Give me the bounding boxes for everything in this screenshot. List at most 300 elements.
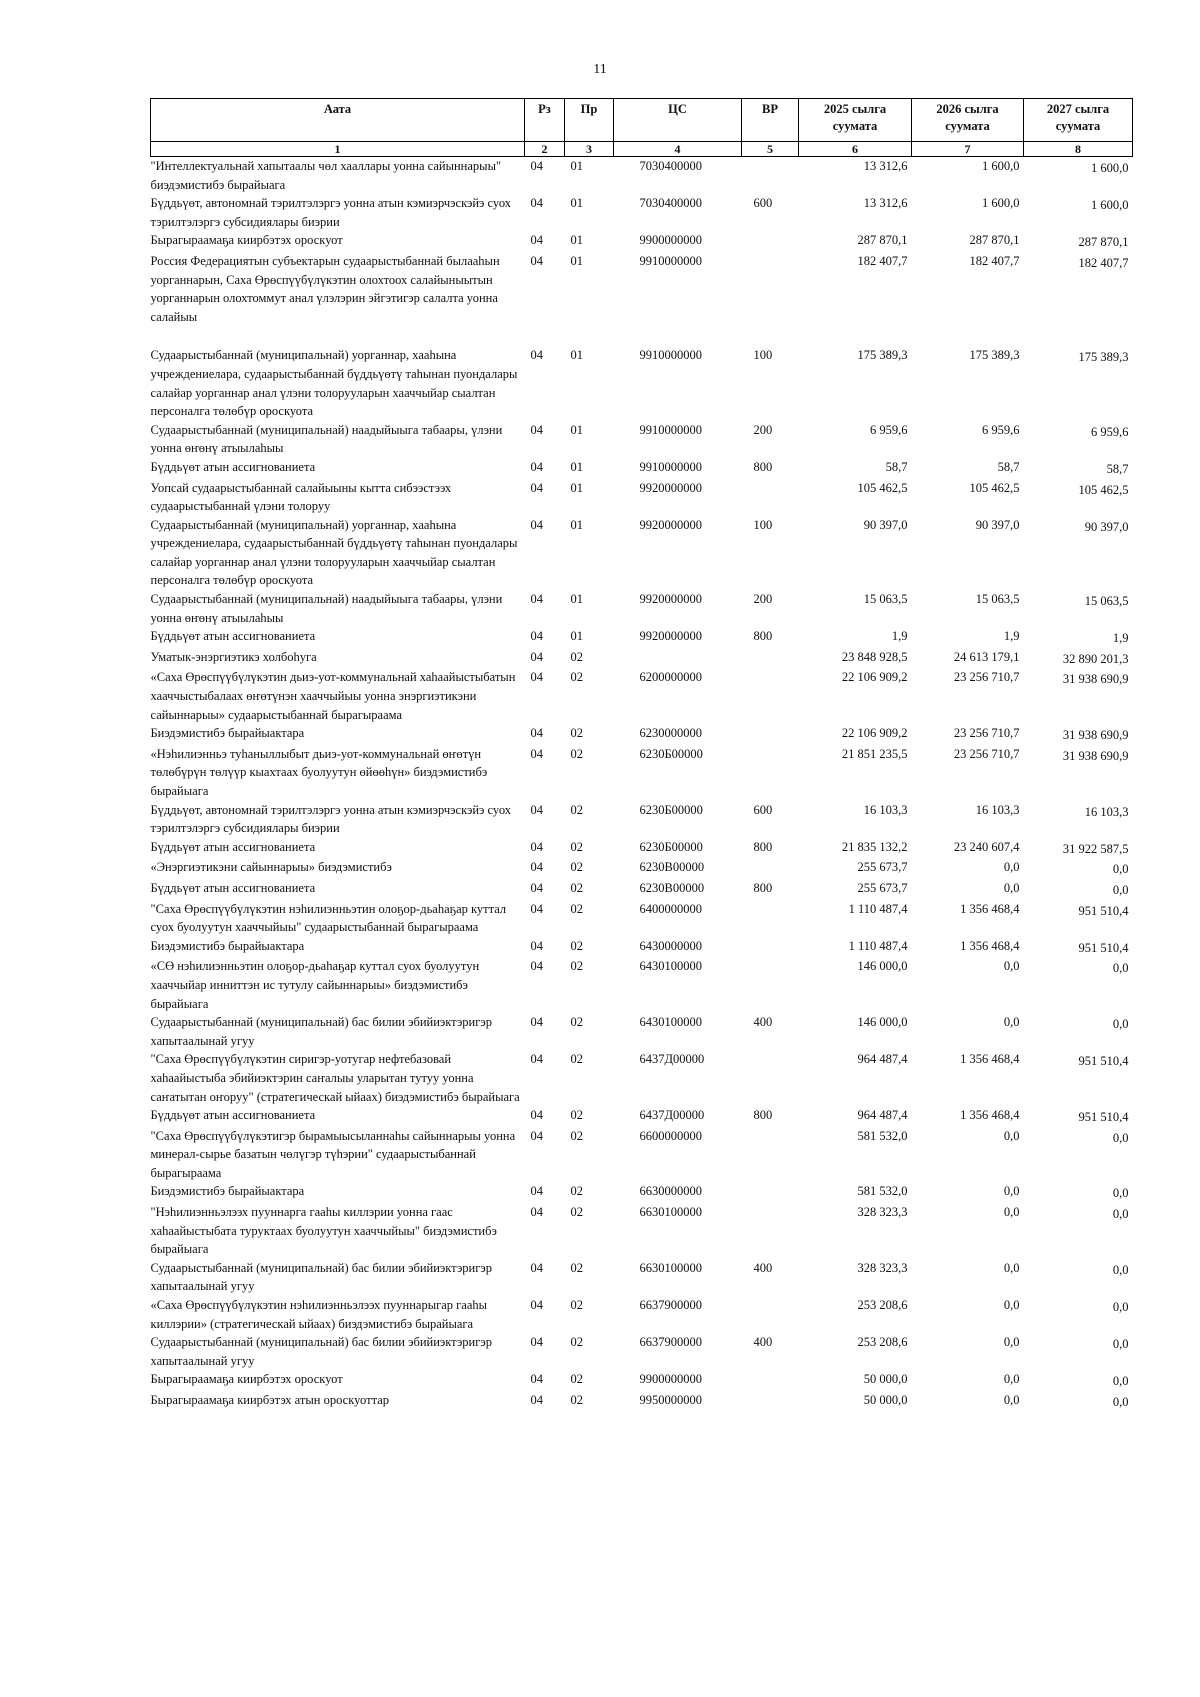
row-rz: 04 — [530, 726, 543, 741]
row-amount-2027: 951 510,4 — [1078, 1054, 1129, 1069]
row-name: Россия Федерациятын субъектарын судаарыстыбаннай былааһын уорганнарын, Саха Өрөспүүбүлүкэтин олохтоох салайыныытын уорганнарын олохтоммут анал үлэлэрин эйгэтигэр салалта уонна салайыы — [150, 253, 500, 324]
row-pr: 02 — [570, 1393, 583, 1407]
row-name: Бырагыраамаҕа киирбэтэх атын ороскуоттар — [150, 1393, 389, 1407]
table-row — [151, 194, 1133, 231]
table-row — [151, 801, 1133, 838]
table-row — [151, 1127, 1133, 1183]
row-amount-2026: 0,0 — [1003, 959, 1020, 974]
row-amount-2026: 23 256 710,7 — [953, 670, 1020, 685]
row-vr — [742, 231, 799, 252]
row-pr: 02 — [570, 1260, 583, 1275]
row-name: Бырагыраамаҕа киирбэтэх ороскуот — [150, 233, 343, 248]
row-cs: 9910000000 — [639, 348, 702, 363]
table-row — [151, 900, 1133, 937]
row-pr: 01 — [570, 459, 583, 474]
row-cs: 6437Д00000 — [639, 1052, 705, 1067]
row-amount-2026: 23 256 710,7 — [953, 746, 1020, 761]
row-amount-2027: 0,0 — [1112, 1262, 1129, 1277]
row-amount-2025: 287 870,1 — [857, 233, 908, 248]
row-pr: 02 — [570, 1184, 583, 1199]
row-amount-2027: 0,0 — [1112, 1207, 1129, 1222]
row-amount-2026: 24 613 179,1 — [953, 649, 1020, 664]
row-cs: 9900000000 — [639, 1372, 702, 1387]
row-vr — [742, 1203, 799, 1259]
row-name: Биэдэмистибэ бырайыактара — [150, 1184, 305, 1199]
table-row — [151, 421, 1133, 458]
row-amount-2027: 287 870,1 — [1078, 235, 1129, 250]
row-amount-2026: 1 356 468,4 — [960, 901, 1020, 916]
row-amount-2026: 6 959,6 — [982, 422, 1020, 437]
row-name: «Энэргиэтикэни сайыннарыы» биэдэмистибэ — [150, 860, 392, 875]
row-amount-2025: 581 532,0 — [857, 1128, 908, 1143]
row-amount-2027: 105 462,5 — [1078, 482, 1129, 497]
row-cs: 6637900000 — [639, 1335, 702, 1350]
row-amount-2025: 22 106 909,2 — [841, 670, 908, 685]
row-amount-2025: 13 312,6 — [863, 159, 908, 173]
row-pr: 02 — [570, 880, 583, 895]
row-amount-2025: 328 323,3 — [857, 1205, 908, 1220]
row-name: Бырагыраамаҕа киирбэтэх ороскуот — [150, 1372, 343, 1387]
row-vr: 800 — [753, 839, 773, 854]
row-name: Бүддьүөт атын ассигнованиета — [150, 629, 316, 644]
row-pr: 02 — [570, 1015, 583, 1030]
header-row — [151, 99, 1133, 142]
row-rz: 04 — [530, 1372, 543, 1387]
row-cs: 6400000000 — [639, 901, 702, 916]
table-row — [151, 1203, 1133, 1259]
row-pr: 01 — [570, 348, 583, 363]
row-vr — [742, 957, 799, 1013]
row-name: «Саха Өрөспүүбүлүкэтин дьиэ-уот-коммунальнай хаһаайыстыбатын хааччыстыбалаах өҥөтүнэн хааччыйыы уонна энэргиэтикэни сайыннарыы» судаарыстыбаннай бырагыраама — [150, 670, 516, 722]
table-row — [151, 590, 1133, 627]
row-amount-2025: 22 106 909,2 — [841, 726, 908, 741]
row-amount-2027: 6 959,6 — [1091, 424, 1129, 439]
row-cs: 6230Б00000 — [639, 802, 703, 817]
table-row — [151, 1182, 1133, 1203]
row-cs: 9910000000 — [639, 253, 702, 268]
row-amount-2025: 1,9 — [891, 629, 908, 644]
row-pr: 02 — [570, 1128, 583, 1143]
row-amount-2026: 0,0 — [1003, 1128, 1020, 1143]
row-amount-2026: 0,0 — [1003, 1184, 1020, 1199]
row-amount-2025: 23 848 928,5 — [841, 649, 908, 664]
row-amount-2027: 0,0 — [1112, 1017, 1129, 1032]
row-vr — [742, 1296, 799, 1333]
row-name: "Интеллектуальнай хапытаалы чөл хааллары уонна сайыннарыы" биэдэмистибэ бырайыага — [150, 159, 502, 192]
row-amount-2026: 1,9 — [1003, 629, 1020, 644]
row-amount-2025: 175 389,3 — [857, 348, 908, 363]
page-number: 11 — [593, 62, 607, 77]
row-amount-2026: 1 600,0 — [982, 159, 1020, 173]
table-row — [151, 458, 1133, 479]
row-amount-2027: 31 938 690,9 — [1062, 748, 1129, 763]
row-rz: 04 — [530, 802, 543, 817]
row-rz: 04 — [530, 253, 543, 268]
row-vr: 400 — [753, 1015, 773, 1030]
table-row — [151, 724, 1133, 745]
row-amount-2025: 253 208,6 — [857, 1335, 908, 1350]
table-row — [151, 1391, 1133, 1412]
row-pr: 02 — [570, 670, 583, 685]
header-cs: ЦС — [614, 99, 742, 142]
row-amount-2025: 16 103,3 — [863, 802, 908, 817]
row-name: Судаарыстыбаннай (муниципальнай) наадыйыыга табаары, үлэни уонна өҥөнү атыылаһыы — [150, 422, 503, 456]
row-cs: 9920000000 — [639, 517, 702, 532]
row-amount-2025: 964 487,4 — [857, 1052, 908, 1067]
table-row — [151, 516, 1133, 590]
row-vr — [742, 745, 799, 801]
row-amount-2027: 0,0 — [1112, 1130, 1129, 1145]
row-cs: 9910000000 — [639, 459, 702, 474]
row-amount-2025: 255 673,7 — [857, 880, 908, 895]
row-rz: 04 — [530, 592, 543, 607]
row-amount-2025: 182 407,7 — [857, 253, 908, 268]
header-2026: 2026 сылга суумата — [912, 99, 1024, 142]
row-amount-2027: 0,0 — [1112, 1300, 1129, 1315]
row-cs: 7030400000 — [639, 196, 702, 211]
row-rz: 04 — [530, 1108, 543, 1123]
row-pr: 01 — [570, 480, 583, 495]
row-vr: 800 — [753, 1108, 773, 1123]
row-cs: 6630000000 — [639, 1184, 702, 1199]
row-rz: 04 — [530, 670, 543, 685]
row-pr: 02 — [570, 1335, 583, 1350]
row-name: «Нэһилиэнньэ туһаныллыбыт дьиэ-уот-коммунальнай өҥөтүн төлөбүрүн төлүүр кыахтаах буолуутун өйөөһүн» биэдэмистибэ бырайыага — [150, 746, 488, 798]
header-2025: 2025 сылга суумата — [799, 99, 912, 142]
row-amount-2027: 0,0 — [1112, 1186, 1129, 1201]
row-cs: 9920000000 — [639, 629, 702, 644]
row-rz: 04 — [530, 1015, 543, 1030]
row-pr: 02 — [570, 649, 583, 664]
row-rz: 04 — [530, 1128, 543, 1143]
row-name: "Нэһилиэнньэлээх пууннарга гааһы киллэрии уонна гаас хаһаайыстыбата туруктаах буолуутун хааччыйыы" биэдэмистибэ бырайыага — [150, 1205, 497, 1257]
row-cs: 6230000000 — [639, 726, 702, 741]
row-vr — [742, 724, 799, 745]
table-row — [151, 745, 1133, 801]
row-amount-2025: 58,7 — [885, 459, 908, 474]
row-pr: 01 — [570, 196, 583, 211]
column-number: 3 — [565, 142, 614, 157]
row-amount-2026: 58,7 — [997, 459, 1020, 474]
row-amount-2027: 182 407,7 — [1078, 255, 1129, 270]
row-name: Судаарыстыбаннай (муниципальнай) бас билии эбийиэктэригэр хапытаалынай угуу — [150, 1260, 492, 1294]
table-row — [151, 648, 1133, 669]
row-cs: 6430100000 — [639, 1015, 702, 1030]
row-cs: 6230Б00000 — [639, 746, 703, 761]
row-rz: 04 — [530, 196, 543, 211]
row-amount-2027: 1 600,0 — [1091, 198, 1129, 213]
row-amount-2025: 13 312,6 — [863, 196, 908, 211]
row-amount-2027: 0,0 — [1112, 961, 1129, 976]
row-amount-2026: 0,0 — [1003, 1260, 1020, 1275]
table-row — [151, 1013, 1133, 1050]
row-amount-2025: 6 959,6 — [870, 422, 908, 437]
row-vr — [742, 252, 799, 326]
row-cs: 6630100000 — [639, 1260, 702, 1275]
row-name: Уопсай судаарыстыбаннай салайыыны кытта сибээстээх судаарыстыбаннай үлэни толоруу — [150, 480, 452, 514]
row-pr: 01 — [570, 422, 583, 437]
table-row — [151, 157, 1133, 195]
row-pr: 02 — [570, 1205, 583, 1220]
row-amount-2027: 0,0 — [1112, 1337, 1129, 1352]
row-amount-2026: 0,0 — [1003, 1298, 1020, 1313]
row-rz: 04 — [530, 159, 543, 173]
header-rz: Рз — [525, 99, 565, 142]
row-vr — [742, 1127, 799, 1183]
row-amount-2026: 0,0 — [1003, 860, 1020, 875]
row-amount-2026: 16 103,3 — [975, 802, 1020, 817]
row-pr: 02 — [570, 1052, 583, 1067]
row-amount-2025: 1 110 487,4 — [848, 938, 908, 953]
row-amount-2027: 951 510,4 — [1078, 1110, 1129, 1125]
row-amount-2027: 58,7 — [1106, 461, 1129, 476]
row-amount-2027: 15 063,5 — [1084, 594, 1129, 609]
row-amount-2025: 90 397,0 — [863, 517, 908, 532]
row-amount-2025: 253 208,6 — [857, 1298, 908, 1313]
row-name: Судаарыстыбаннай (муниципальнай) наадыйыыга табаары, үлэни уонна өҥөнү атыылаһыы — [150, 592, 503, 625]
column-number: 2 — [525, 142, 565, 157]
row-name: "Саха Өрөспүүбүлүкэтин сиригэр-уотугар нефтебазовай хаһаайыстыба эбийиэктэрин саҥалыы уларытан тутуу уонна саҥатытан оҥоруу" (стратегическай ыйаах) биэдэмистибэ бырайыага — [150, 1052, 520, 1104]
row-name: «Саха Өрөспүүбүлүкэтин нэһилиэнньэлээх пууннарыгар гааһы киллэрии» (стратегическай ыйаах) биэдэмистибэ бырайыага — [150, 1298, 488, 1331]
row-amount-2025: 15 063,5 — [863, 592, 908, 607]
row-rz: 04 — [530, 880, 543, 895]
table-row — [151, 252, 1133, 326]
row-cs — [614, 648, 742, 669]
row-pr: 01 — [570, 592, 583, 607]
row-amount-2026: 175 389,3 — [969, 348, 1020, 363]
column-number: 7 — [912, 142, 1024, 157]
row-vr — [742, 937, 799, 958]
row-pr: 02 — [570, 1108, 583, 1123]
row-cs: 9950000000 — [639, 1393, 702, 1407]
row-pr: 02 — [570, 901, 583, 916]
row-cs: 6437Д00000 — [639, 1108, 705, 1123]
row-amount-2026: 23 240 607,4 — [953, 839, 1020, 854]
row-amount-2027: 0,0 — [1112, 1374, 1129, 1389]
row-rz: 04 — [530, 1205, 543, 1220]
row-pr: 01 — [570, 233, 583, 248]
table-row — [151, 1050, 1133, 1106]
row-amount-2025: 1 110 487,4 — [848, 901, 908, 916]
table-row — [151, 668, 1133, 724]
row-amount-2027: 1 600,0 — [1091, 161, 1129, 175]
row-rz: 04 — [530, 1393, 543, 1407]
row-vr — [742, 157, 799, 195]
row-pr: 02 — [570, 1372, 583, 1387]
row-amount-2025: 50 000,0 — [863, 1393, 908, 1407]
column-number-row — [151, 142, 1133, 157]
row-rz: 04 — [530, 1052, 543, 1067]
row-amount-2026: 0,0 — [1003, 1015, 1020, 1030]
row-vr — [742, 1182, 799, 1203]
row-vr: 600 — [753, 802, 773, 817]
row-vr: 200 — [753, 592, 773, 607]
row-pr: 02 — [570, 746, 583, 761]
row-name: Бүддьүөт, автономнай тэрилтэлэргэ уонна атын кэмиэрчэскэйэ суох тэрилтэлэргэ субсидиялары биэрии — [150, 802, 512, 836]
row-amount-2027: 0,0 — [1112, 882, 1129, 897]
table-row — [151, 1370, 1133, 1391]
table-row — [151, 1333, 1133, 1370]
table-body — [151, 157, 1133, 1412]
column-number: 8 — [1024, 142, 1133, 157]
row-amount-2026: 287 870,1 — [969, 233, 1020, 248]
row-amount-2027: 1,9 — [1112, 631, 1129, 646]
row-amount-2026: 1 356 468,4 — [960, 1052, 1020, 1067]
row-amount-2027: 32 890 201,3 — [1062, 651, 1129, 666]
row-amount-2025: 964 487,4 — [857, 1108, 908, 1123]
row-vr: 800 — [753, 880, 773, 895]
row-amount-2027: 31 938 690,9 — [1062, 728, 1129, 743]
row-vr — [742, 900, 799, 937]
row-amount-2026: 1 356 468,4 — [960, 938, 1020, 953]
row-rz: 04 — [530, 480, 543, 495]
row-cs: 9900000000 — [639, 233, 702, 248]
table-row — [151, 627, 1133, 648]
row-rz: 04 — [530, 860, 543, 875]
row-name: Биэдэмистибэ бырайыактара — [150, 938, 305, 953]
table-row — [151, 479, 1133, 516]
row-amount-2025: 50 000,0 — [863, 1372, 908, 1387]
row-name: Бүддьүөт атын ассигнованиета — [150, 459, 316, 474]
row-amount-2025: 581 532,0 — [857, 1184, 908, 1199]
row-name: "Саха Өрөспүүбүлүкэтин нэһилиэнньэтин олоҕор-дьаһаҕар куттал суох буолуутун хааччыйыы" судаарыстыбаннай бырагыраама — [150, 901, 507, 935]
row-cs: 6230В00000 — [639, 860, 705, 875]
row-rz: 04 — [530, 938, 543, 953]
row-amount-2027: 0,0 — [1112, 862, 1129, 877]
row-vr: 400 — [753, 1260, 773, 1275]
row-cs: 9910000000 — [639, 422, 702, 437]
header-2027: 2027 сылга суумата — [1024, 99, 1133, 142]
row-pr: 01 — [570, 253, 583, 268]
row-pr: 02 — [570, 860, 583, 875]
row-amount-2026: 0,0 — [1003, 1372, 1020, 1387]
row-pr: 02 — [570, 839, 583, 854]
row-name: Бүддьүөт атын ассигнованиета — [150, 839, 316, 854]
row-amount-2025: 255 673,7 — [857, 860, 908, 875]
row-amount-2025: 328 323,3 — [857, 1260, 908, 1275]
row-cs: 6200000000 — [639, 670, 702, 685]
row-cs: 6630100000 — [639, 1205, 702, 1220]
column-number: 4 — [614, 142, 742, 157]
table-row — [151, 231, 1133, 252]
column-number: 5 — [742, 142, 799, 157]
row-amount-2027: 16 103,3 — [1084, 804, 1129, 819]
row-amount-2025: 146 000,0 — [857, 959, 908, 974]
row-amount-2026: 105 462,5 — [969, 480, 1020, 495]
row-amount-2025: 146 000,0 — [857, 1015, 908, 1030]
table-row — [151, 1106, 1133, 1127]
table-row — [151, 838, 1133, 859]
row-amount-2026: 0,0 — [1003, 1393, 1020, 1407]
row-rz: 04 — [530, 839, 543, 854]
row-rz: 04 — [530, 1260, 543, 1275]
row-amount-2026: 90 397,0 — [975, 517, 1020, 532]
row-amount-2027: 175 389,3 — [1078, 350, 1129, 365]
budget-table — [150, 98, 1133, 1412]
row-rz: 04 — [530, 901, 543, 916]
column-number: 1 — [151, 142, 525, 157]
row-pr: 02 — [570, 1298, 583, 1313]
row-vr: 800 — [753, 629, 773, 644]
row-vr: 800 — [753, 459, 773, 474]
row-amount-2027: 0,0 — [1112, 1395, 1129, 1409]
row-pr: 01 — [570, 517, 583, 532]
row-amount-2025: 21 835 132,2 — [841, 839, 908, 854]
row-rz: 04 — [530, 459, 543, 474]
table-row — [151, 879, 1133, 900]
row-pr: 01 — [570, 159, 583, 173]
row-cs: 6230В00000 — [639, 880, 705, 895]
row-cs: 6637900000 — [639, 1298, 702, 1313]
row-name: Судаарыстыбаннай (муниципальнай) уорганнар, хааһына учреждениелара, судаарыстыбаннай бүддьүөтү таһынан пуондалары салайар уорганнар анал үлэни толорууларын хааччыйар сыалтан персоналга төлөбүр ороскуота — [150, 348, 518, 419]
row-rz: 04 — [530, 517, 543, 532]
row-pr: 01 — [570, 629, 583, 644]
row-amount-2027: 951 510,4 — [1078, 903, 1129, 918]
header-pr: Пр — [565, 99, 614, 142]
row-vr: 100 — [753, 517, 773, 532]
row-amount-2026: 0,0 — [1003, 880, 1020, 895]
row-rz: 04 — [530, 422, 543, 437]
row-name: Бүддьүөт атын ассигнованиета — [150, 1108, 316, 1123]
row-rz: 04 — [530, 1335, 543, 1350]
table-row — [151, 346, 1133, 420]
row-cs: 9920000000 — [639, 592, 702, 607]
row-vr: 100 — [753, 348, 773, 363]
row-amount-2026: 1 600,0 — [982, 196, 1020, 211]
row-amount-2026: 0,0 — [1003, 1205, 1020, 1220]
row-amount-2026: 1 356 468,4 — [960, 1108, 1020, 1123]
row-rz: 04 — [530, 629, 543, 644]
row-amount-2025: 21 851 235,5 — [841, 746, 908, 761]
row-rz: 04 — [530, 649, 543, 664]
table-row — [151, 858, 1133, 879]
row-spacer — [151, 326, 1133, 346]
row-amount-2027: 31 922 587,5 — [1062, 841, 1129, 856]
table-row — [151, 1296, 1133, 1333]
table-row — [151, 1259, 1133, 1296]
row-cs: 6230Б00000 — [639, 839, 703, 854]
row-vr — [742, 648, 799, 669]
row-rz: 04 — [530, 1184, 543, 1199]
row-amount-2025: 105 462,5 — [857, 480, 908, 495]
row-amount-2026: 182 407,7 — [969, 253, 1020, 268]
row-pr: 02 — [570, 959, 583, 974]
row-cs: 6430000000 — [639, 938, 702, 953]
header-vr: ВР — [742, 99, 799, 142]
budget-table-container — [150, 98, 1132, 1412]
row-name: Судаарыстыбаннай (муниципальнай) бас билии эбийиэктэригэр хапытаалынай угуу — [150, 1015, 492, 1048]
row-cs: 6600000000 — [639, 1128, 702, 1143]
row-rz: 04 — [530, 233, 543, 248]
row-rz: 04 — [530, 1298, 543, 1313]
row-name: Бүддьүөт атын ассигнованиета — [150, 880, 316, 895]
row-name: Уматык-энэргиэтикэ холбоһуга — [150, 649, 317, 664]
row-vr — [742, 1391, 799, 1412]
row-amount-2026: 15 063,5 — [975, 592, 1020, 607]
row-cs: 7030400000 — [639, 159, 702, 173]
row-amount-2027: 90 397,0 — [1084, 519, 1129, 534]
row-amount-2026: 23 256 710,7 — [953, 726, 1020, 741]
row-name: Бүддьүөт, автономнай тэрилтэлэргэ уонна атын кэмиэрчэскэйэ суох тэрилтэлэргэ субсидиялары биэрии — [150, 196, 512, 229]
row-name: "Саха Өрөспүүбүлүкэтигэр бырамыысыланнаһы сайыннарыы уонна минерал-сырье базатын чөлүгэр түһэрии" судаарыстыбаннай бырагыраама — [150, 1128, 516, 1180]
row-rz: 04 — [530, 959, 543, 974]
row-pr: 02 — [570, 802, 583, 817]
row-spacer-cell — [151, 326, 1133, 346]
table-row — [151, 957, 1133, 1013]
table-row — [151, 937, 1133, 958]
row-vr — [742, 1370, 799, 1391]
row-vr — [742, 858, 799, 879]
